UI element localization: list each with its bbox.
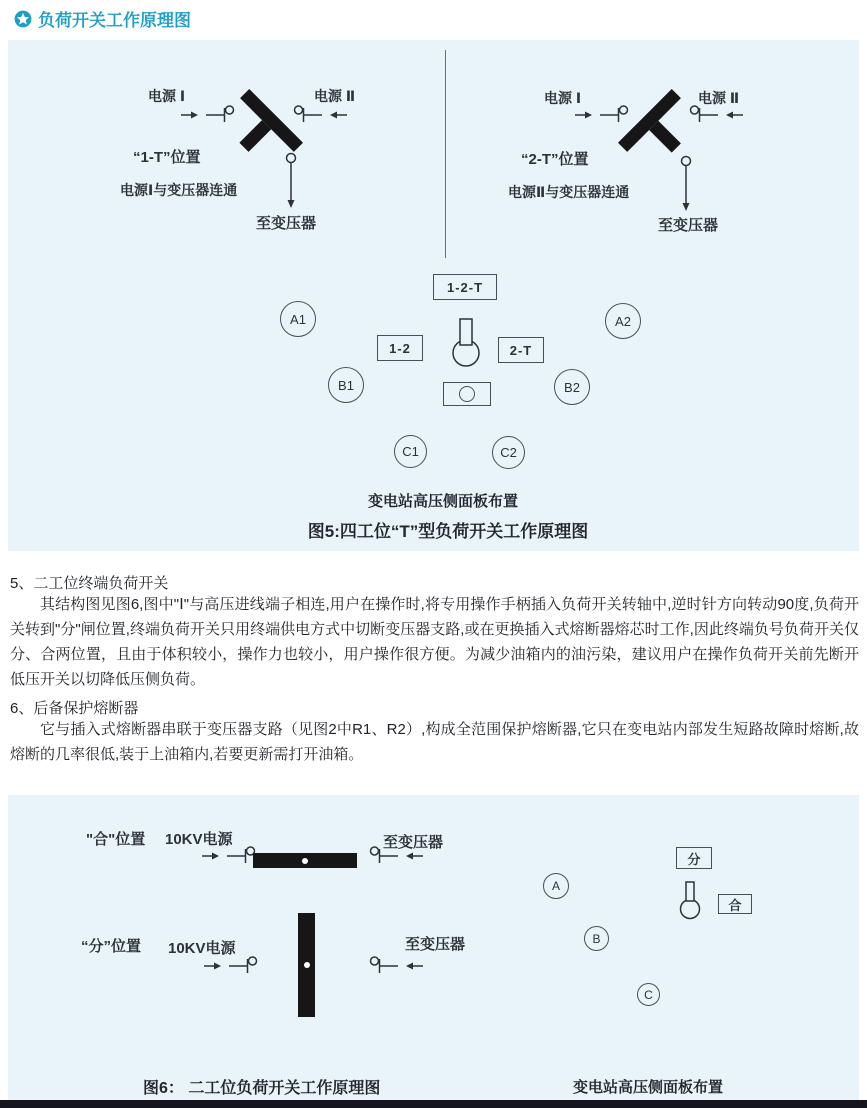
fuse-window-circle-icon (459, 386, 475, 402)
fig5-panel-caption: 变电站高压侧面板布置 (367, 493, 518, 510)
switch-blade-closed-icon (253, 853, 357, 868)
panel-point-c1: C1 (394, 435, 427, 468)
panel-point-c2: C2 (492, 436, 525, 469)
figure6-caption: 图6： 二工位负荷开关工作原理图 (143, 1080, 381, 1097)
fig6-open-to-transformer-label: 至变压器 (405, 936, 466, 953)
position-box-2-t: 2-T (498, 337, 544, 363)
fig6-open-source-label: 10KV电源 (168, 940, 236, 957)
fig6-panel-caption: 变电站高压侧面板布置 (573, 1079, 724, 1096)
position-box-open: 分 (676, 847, 712, 869)
fig6-open-position-label: “分”位置 (81, 938, 142, 955)
page-bottom-strip (0, 1100, 867, 1108)
fig5-right-connection-label: 电源Ⅱ与变压器连通 (508, 184, 630, 200)
fig6-closed-to-transformer-label: 至变压器 (383, 834, 444, 851)
page-title (14, 6, 191, 31)
fig6-closed-position-label: "合"位置 (86, 831, 146, 848)
page-title-text: 负荷开关工作原理图 (38, 11, 191, 30)
switch-handle-icon (677, 879, 703, 921)
fig5-left-source2-label: 电源 Ⅱ (314, 88, 356, 104)
feed-arrow-contact-right-icon (360, 955, 424, 975)
pivot-dot (304, 962, 310, 968)
position-box-closed: 合 (718, 894, 752, 914)
panel-point-b2: B2 (554, 369, 590, 405)
to-transformer-contact-down-icon (675, 155, 697, 221)
position-box-1-2-t: 1-2-T (433, 274, 497, 300)
fig5-right-source1-label: 电源 Ⅰ (544, 90, 582, 106)
panel-point-c: C (637, 983, 660, 1006)
t-rotor-stem (649, 121, 681, 153)
t-rotor-stem (239, 120, 271, 152)
fig5-left-position-label: “1-T”位置 (133, 149, 201, 166)
feed-arrow-contact-left-icon (203, 955, 267, 975)
to-transformer-contact-down-icon (280, 152, 302, 218)
pivot-dot (302, 858, 308, 864)
fig5-right-position-label: “2-T”位置 (521, 151, 589, 168)
figure5-panel (8, 40, 859, 551)
section5-body: 其结构图见图6,图中"Ⅰ"与高压进线端子相连,用户在操作时,将专用操作手柄插入负荷开关转轴中,逆时针方向转动90度,负荷开关转到"分"闸位置,终端负荷开关只用终端供电方式中切断变压器支路,或在更换插入式熔断器熔芯时工作,因此终端负号负荷开关仅分、合两位置，且由于体积较小，操作力也较小，用户操作很方便。为减少油箱内的油污染，建议用户在操作负荷开关前先断开低压开关以切降低压侧负荷。 (10, 596, 859, 688)
switch-handle-icon (451, 316, 481, 368)
position-box-1-2: 1-2 (377, 335, 423, 361)
panel-point-b: B (584, 926, 609, 951)
panel-point-b1: B1 (328, 367, 364, 403)
switch-blade-open-icon (298, 913, 315, 1017)
fig5-left-connection-label: 电源Ⅰ与变压器连通 (120, 182, 238, 198)
panel-point-a2: A2 (605, 303, 641, 339)
fig5-right-to-transformer-label: 至变压器 (658, 217, 719, 234)
fuse-window-box (443, 382, 491, 406)
fig6-closed-source-label: 10KV电源 (165, 831, 233, 848)
fig5-left-source1-label: 电源 Ⅰ (148, 88, 186, 104)
figure5-caption: 图5:四工位“T”型负荷开关工作原理图 (307, 522, 589, 541)
section6-heading: 6、后备保护熔断器 (10, 700, 139, 717)
section5-heading: 5、二工位终端负荷开关 (10, 575, 169, 592)
figure6-panel (8, 795, 859, 1100)
star-badge-icon (14, 10, 32, 28)
fig5-right-source2-label: 电源 Ⅱ (698, 90, 740, 106)
figure5-divider (445, 50, 446, 258)
fig5-left-to-transformer-label: 至变压器 (256, 215, 317, 232)
panel-point-a: A (543, 873, 569, 899)
section6-body: 它与插入式熔断器串联于变压器支路（见图2中R1、R2）,构成全范围保护熔断器,它只在变电站内部发生短路故障时熔断,故熔断的几率很低,装于上油箱内,若要更新需打开油箱。 (10, 721, 859, 763)
panel-point-a1: A1 (280, 301, 316, 337)
